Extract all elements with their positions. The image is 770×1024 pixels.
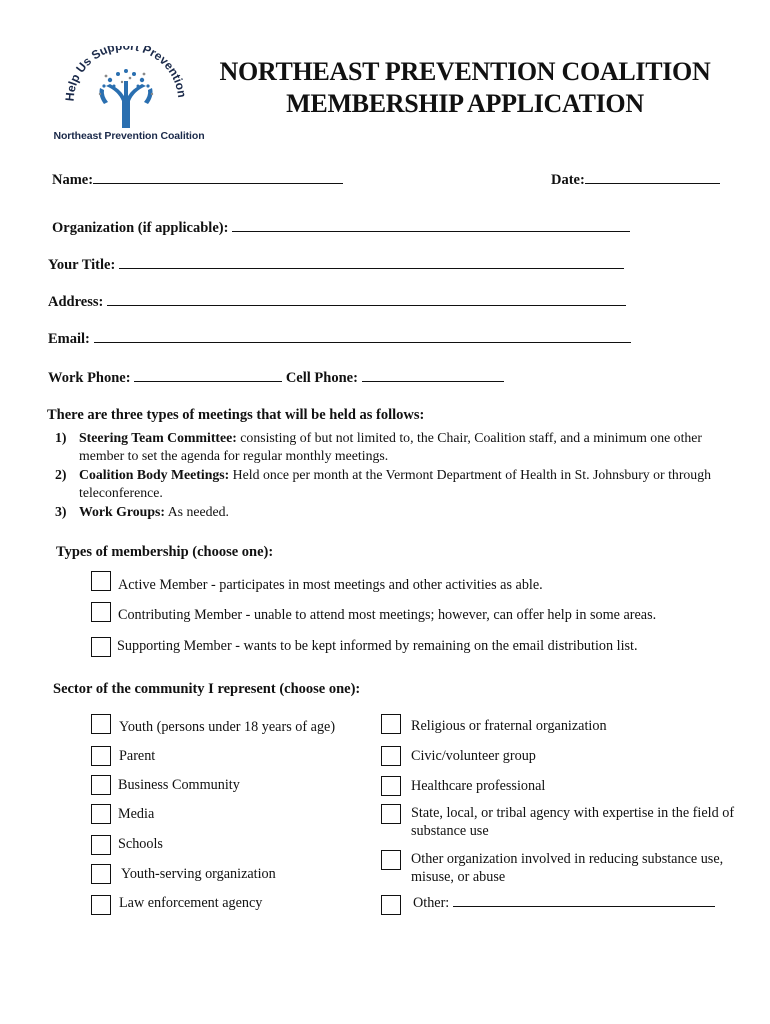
meeting-item-text: As needed. [165,503,229,519]
page-title-line-1: NORTHEAST PREVENTION COALITION [219,57,711,86]
meetings-list [47,429,717,522]
active-member-label: Active Member - participates in most meetings and other activities as able. [118,577,543,593]
cell-phone-label: Cell Phone: [285,370,358,386]
email-field[interactable] [94,328,631,343]
sector-other-checkbox[interactable] [381,895,401,915]
sector-agency-checkbox[interactable] [381,804,401,824]
meeting-item-text: Held once per month at the Vermont Department of Health in St. Johnsbury or through teleconference. [79,466,712,500]
cell-phone-field[interactable] [362,367,504,382]
tree-hands-logo-icon [44,46,214,130]
title-row [48,254,624,274]
sector-religious-checkbox[interactable] [381,714,401,734]
contributing-member-label: Contributing Member - unable to attend most meetings; however, can offer help in some areas. [118,607,657,623]
sector-media-checkbox[interactable] [91,804,111,824]
date-label: Date: [551,172,585,188]
meeting-item-3 [55,503,717,522]
sector-business-checkbox[interactable] [91,775,111,795]
your-title-field[interactable] [119,254,624,269]
sector-schools-checkbox[interactable] [91,835,111,855]
name-field[interactable] [93,169,343,184]
meeting-item-number: 1) [55,429,67,445]
membership-heading: Types of membership (choose one): [56,544,274,560]
name-row [52,169,343,189]
sector-law-enforcement-checkbox[interactable] [91,895,111,915]
date-field[interactable] [585,169,720,184]
coalition-logo [44,46,214,150]
address-row [48,291,626,311]
sector-law-enforcement-label: Law enforcement agency [119,895,263,911]
sector-other-row [413,892,715,912]
meeting-item-label: Work Groups: [79,503,165,519]
sector-other-label: Other: [413,895,450,911]
organization-label: Organization (if applicable): [52,220,229,236]
organization-row [52,217,630,237]
name-label: Name: [52,172,94,188]
work-phone-field[interactable] [134,367,282,382]
phone-row [48,367,504,387]
meeting-item-1 [55,429,717,466]
meeting-item-text: consisting of but not limited to, the Chair, Coalition staff, and a minimum one other member to set the agenda for regular monthly meetings. [79,429,703,463]
active-member-checkbox[interactable] [91,571,111,591]
supporting-member-label: Supporting Member - wants to be kept informed by remaining on the email distribution list. [117,638,638,654]
sector-youth-checkbox[interactable] [91,714,111,734]
sector-youth-serving-checkbox[interactable] [91,864,111,884]
address-label: Address: [48,294,104,310]
work-phone-label: Work Phone: [48,370,131,386]
sector-parent-checkbox[interactable] [91,746,111,766]
sector-business-label: Business Community [118,777,240,793]
sector-civic-checkbox[interactable] [381,746,401,766]
sector-heading: Sector of the community I represent (choose one): [53,681,361,697]
date-row [551,169,720,189]
sector-media-label: Media [118,806,155,822]
logo-caption: Northeast Prevention Coalition [53,130,205,142]
sector-healthcare-label: Healthcare professional [411,778,546,794]
sector-schools-label: Schools [118,836,163,852]
organization-field[interactable] [232,217,630,232]
sector-youth-label: Youth (persons under 18 years of age) [119,719,336,735]
your-title-label: Your Title: [48,257,116,273]
address-field[interactable] [107,291,626,306]
sector-other-organization-checkbox[interactable] [381,850,401,870]
meeting-item-number: 2) [55,466,67,482]
sector-youth-serving-label: Youth-serving organization [121,866,276,882]
sector-civic-label: Civic/volunteer group [411,748,536,764]
logo-arc-text: Help Us Supp rt Prevention [62,46,190,102]
sector-healthcare-checkbox[interactable] [381,776,401,796]
meeting-item-2 [55,466,717,503]
sector-religious-label: Religious or fraternal organization [411,718,607,734]
sector-agency-label: State, local, or tribal agency with expertise in the field of substance use [411,805,735,839]
sector-other-field[interactable] [453,892,715,907]
email-row [48,328,631,348]
meetings-intro: There are three types of meetings that will be held as follows: [47,407,425,423]
contributing-member-checkbox[interactable] [91,602,111,622]
supporting-member-checkbox[interactable] [91,637,111,657]
meetings-section [47,406,717,521]
sector-parent-label: Parent [119,748,156,764]
meeting-item-label: Coalition Body Meetings: [79,466,230,482]
page-title-line-2: MEMBERSHIP APPLICATION [286,89,644,118]
meeting-item-number: 3) [55,503,67,519]
meeting-item-label: Steering Team Committee: [79,429,237,445]
sector-other-organization-label: Other organization involved in reducing substance use, misuse, or abuse [411,851,724,885]
email-label: Email: [48,331,90,347]
